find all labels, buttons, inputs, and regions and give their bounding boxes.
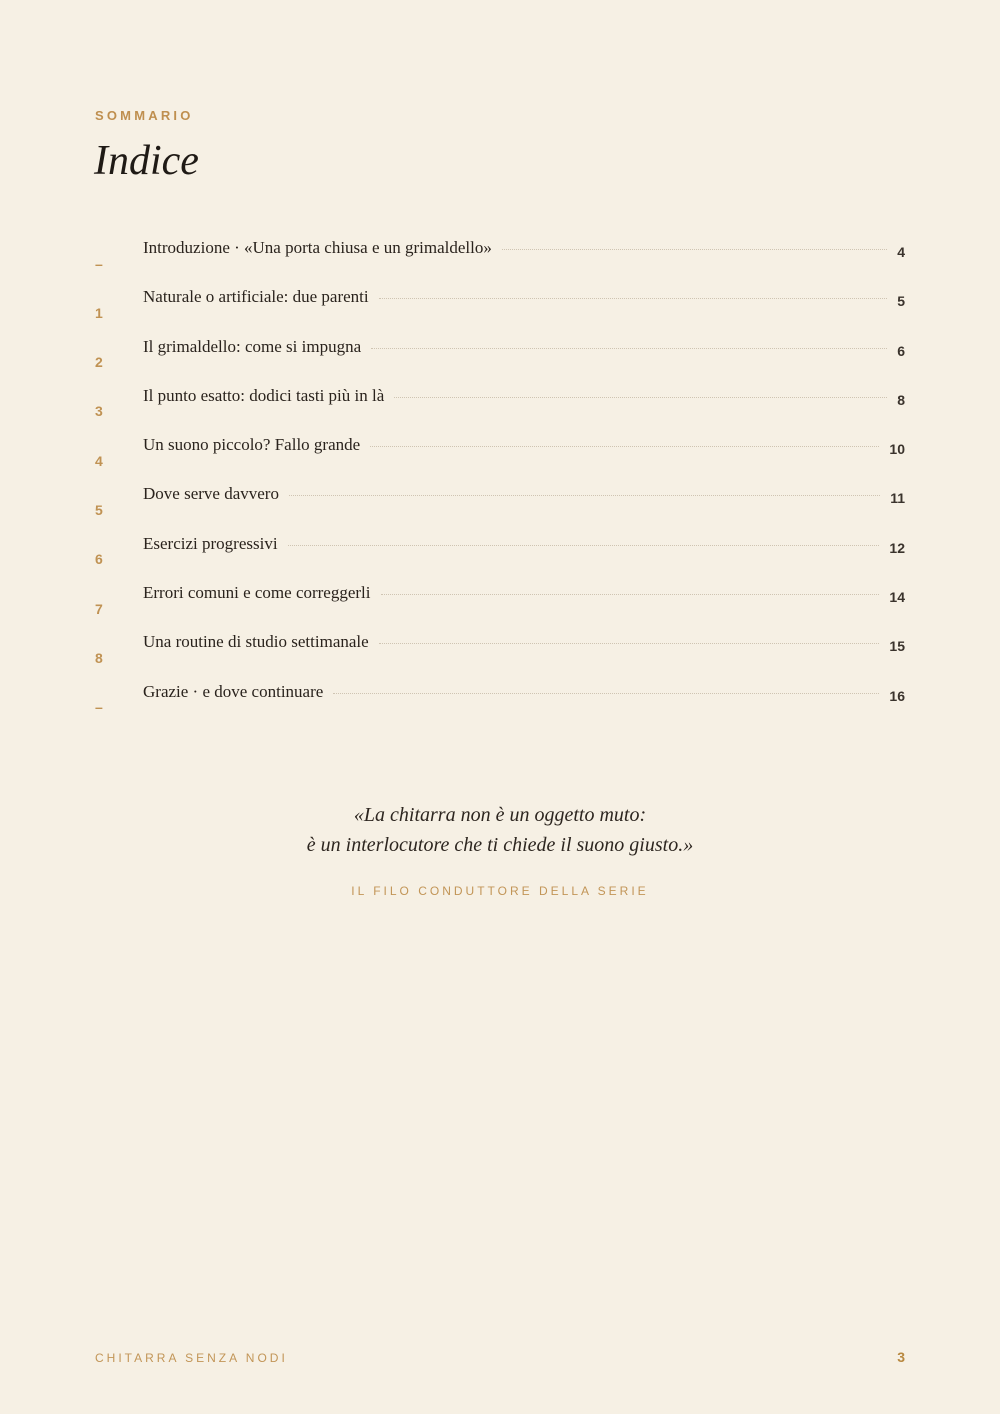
- dot-leader: [288, 545, 880, 546]
- toc-entry-page: 6: [897, 342, 905, 359]
- toc-entry[interactable]: [95, 577, 905, 626]
- dot-leader: [379, 298, 888, 299]
- toc-entry-body: [143, 386, 905, 406]
- toc-entry-label: Dove serve davvero: [143, 484, 279, 504]
- toc-entry-number: 8: [95, 649, 103, 666]
- toc-entry-page: 12: [889, 539, 905, 556]
- toc-entry[interactable]: [95, 676, 905, 725]
- toc-entry-page: 8: [897, 391, 905, 408]
- page-title: Indice: [94, 138, 199, 184]
- toc-entry[interactable]: [95, 626, 905, 675]
- toc-entry[interactable]: [95, 331, 905, 380]
- toc-entry-body: [143, 632, 905, 655]
- footer-page-number: 3: [897, 1349, 905, 1365]
- toc-entry[interactable]: [95, 281, 905, 330]
- quote-caption: IL FILO CONDUTTORE DELLA SERIE: [351, 884, 649, 898]
- toc-entry-number: 6: [95, 551, 103, 568]
- toc-entry-page: 5: [897, 293, 905, 310]
- dot-leader: [371, 348, 887, 349]
- toc-entry-page: 16: [889, 687, 905, 704]
- toc-entry-body: [143, 682, 905, 702]
- toc-entry-number: 2: [95, 354, 103, 371]
- toc-entry-body: [143, 238, 905, 258]
- table-of-contents: [95, 232, 905, 725]
- toc-entry-page: 15: [889, 638, 905, 655]
- dot-leader: [370, 446, 879, 447]
- toc-entry-label: Un suono piccolo? Fallo grande: [143, 435, 361, 455]
- quote-line-2: è un interlocutore che ti chiede il suono giusto.»: [306, 834, 694, 856]
- toc-entry-label: Una routine di studio settimanale: [143, 632, 369, 652]
- toc-entry-number: –: [95, 255, 103, 272]
- toc-entry-label: Il grimaldello: come si impugna: [143, 336, 362, 356]
- toc-entry-label: Il punto esatto: dodici tasti più in là: [143, 385, 385, 405]
- toc-entry-number: 4: [95, 452, 103, 469]
- dot-leader: [333, 693, 879, 694]
- toc-entry[interactable]: [95, 429, 905, 478]
- toc-entry[interactable]: [95, 232, 905, 281]
- section-eyebrow: SOMMARIO: [95, 108, 194, 123]
- toc-entry-body: [143, 287, 905, 310]
- toc-entry-number: 3: [95, 403, 103, 420]
- toc-entry[interactable]: [95, 478, 905, 527]
- toc-entry-number: 5: [95, 502, 103, 519]
- dot-leader: [379, 643, 880, 644]
- toc-entry[interactable]: [95, 528, 905, 577]
- dot-leader: [502, 249, 887, 250]
- quote-line-1: «La chitarra non è un oggetto muto:: [353, 804, 647, 826]
- toc-entry-page: 10: [889, 441, 905, 458]
- toc-entry-body: [143, 337, 905, 357]
- footer-series-title: CHITARRA SENZA NODI: [95, 1351, 288, 1365]
- toc-entry-body: [143, 583, 905, 606]
- toc-entry-label: Introduzione · «Una porta chiusa e un grimaldello»: [143, 238, 492, 257]
- toc-entry-label: Grazie · e dove continuare: [143, 681, 324, 701]
- toc-entry-page: 4: [897, 244, 905, 260]
- dot-leader: [381, 594, 880, 595]
- toc-entry[interactable]: [95, 380, 905, 429]
- toc-entry-body: [143, 484, 905, 507]
- toc-entry-body: [143, 534, 905, 554]
- toc-entry-body: [143, 435, 905, 458]
- toc-entry-number: –: [95, 699, 103, 716]
- dot-leader: [394, 397, 887, 398]
- dot-leader: [289, 495, 880, 496]
- epigraph-quote: [0, 800, 1000, 898]
- toc-entry-label: Naturale o artificiale: due parenti: [143, 287, 369, 307]
- toc-entry-label: Esercizi progressivi: [143, 533, 278, 553]
- toc-entry-page: 14: [889, 589, 905, 606]
- toc-entry-label: Errori comuni e come correggerli: [143, 583, 371, 603]
- toc-entry-page: 11: [890, 490, 905, 507]
- toc-entry-number: 1: [95, 304, 103, 321]
- toc-entry-number: 7: [95, 600, 103, 617]
